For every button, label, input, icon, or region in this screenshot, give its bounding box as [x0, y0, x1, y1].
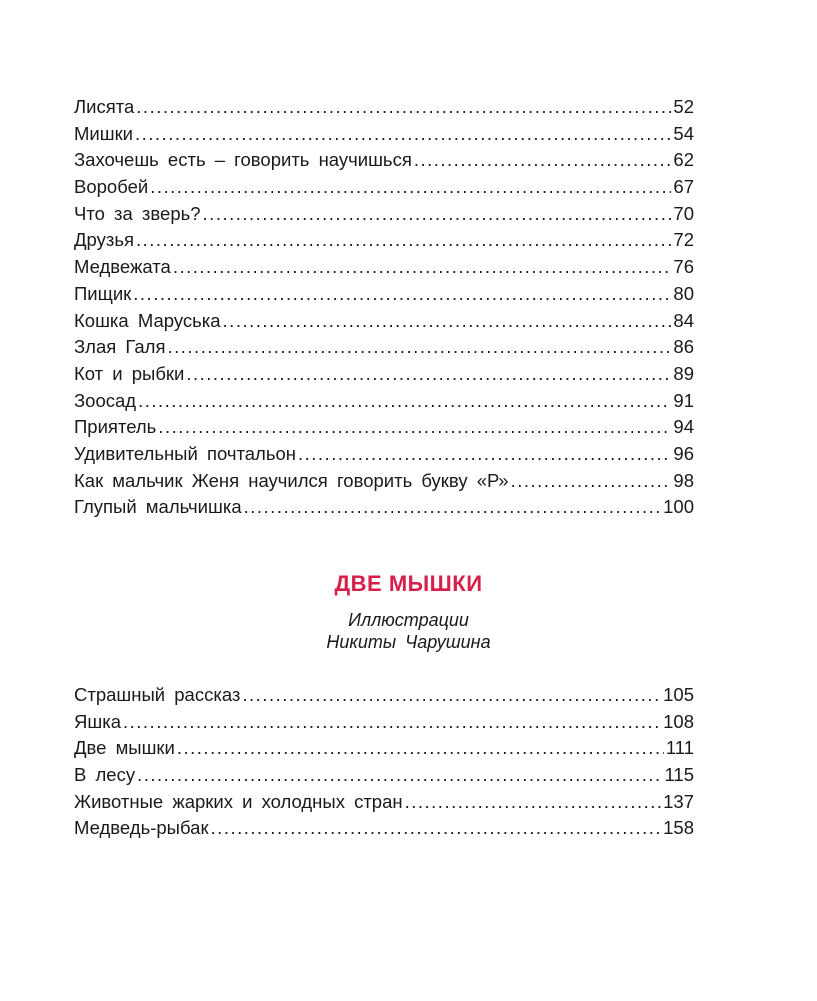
toc-list-part2 [74, 684, 694, 844]
toc-entry-title: Животные жарких и холодных стран [74, 790, 403, 812]
dot-leader [414, 149, 672, 171]
toc-entry [74, 470, 694, 497]
toc-entry [74, 256, 694, 283]
toc-entry [74, 176, 694, 203]
toc-entry [74, 203, 694, 230]
toc-entry-page: 137 [663, 790, 694, 812]
toc-entry-page: 96 [673, 442, 694, 464]
dot-leader [223, 310, 672, 332]
toc-entry [74, 817, 694, 844]
toc-entry-title: Медведь-рыбак [74, 817, 209, 839]
dot-leader [244, 496, 662, 518]
toc-entry-page: 62 [673, 149, 694, 171]
toc-entry-page: 70 [673, 202, 694, 224]
toc-entry-title: Злая Галя [74, 336, 166, 358]
toc-entry-page: 115 [664, 764, 694, 786]
toc-entry-page: 94 [673, 416, 694, 438]
dot-leader [158, 416, 671, 438]
dot-leader [168, 336, 672, 358]
credit-line-2: Никиты Чарушина [326, 632, 491, 652]
toc-entry-page: 67 [673, 176, 694, 198]
dot-leader [186, 363, 671, 385]
dot-leader [211, 817, 662, 839]
dot-leader [173, 256, 672, 278]
toc-entry-title: Что за зверь? [74, 202, 201, 224]
dot-leader [135, 123, 671, 145]
illustrator-credit [0, 609, 817, 653]
toc-entry-page: 100 [663, 496, 694, 518]
dot-leader [298, 443, 671, 465]
toc-entry-title: Медвежата [74, 256, 171, 278]
toc-entry [74, 336, 694, 363]
toc-entry-title: Зоосад [74, 389, 137, 411]
toc-entry [74, 149, 694, 176]
toc-entry [74, 310, 694, 337]
toc-entry-title: Две мышки [74, 737, 175, 759]
toc-entry-title: Захочешь есть – говорить научишься [74, 149, 412, 171]
toc-entry-page: 80 [673, 282, 694, 304]
toc-entry-page: 98 [673, 469, 694, 491]
toc-entry-page: 76 [673, 256, 694, 278]
toc-entry-page: 111 [665, 737, 694, 759]
toc-entry-page: 158 [663, 817, 694, 839]
toc-entry [74, 764, 694, 791]
toc-entry-title: Яшка [74, 710, 121, 732]
dot-leader [137, 764, 662, 786]
toc-entry [74, 283, 694, 310]
dot-leader [138, 390, 671, 412]
toc-entry [74, 229, 694, 256]
toc-entry-title: Мишки [74, 122, 134, 144]
toc-entry-title: Лисята [74, 96, 135, 117]
toc-entry [74, 96, 694, 123]
toc-entry-title: Страшный рассказ [74, 684, 241, 705]
toc-entry-page: 54 [673, 122, 694, 144]
dot-leader [511, 470, 672, 492]
toc-entry-page: 72 [673, 229, 694, 251]
toc-entry-title: Кошка Маруська [74, 309, 221, 331]
dot-leader [136, 229, 671, 251]
toc-entry-title: Как мальчик Женя научился говорить букву «Р» [74, 469, 509, 491]
dot-leader [123, 711, 661, 733]
dot-leader [203, 203, 672, 225]
toc-entry-page: 52 [673, 96, 694, 117]
dot-leader [177, 737, 664, 759]
toc-entry-title: Глупый мальчишка [74, 496, 242, 518]
dot-leader [242, 684, 661, 706]
toc-entry-title: В лесу [74, 764, 136, 786]
toc-entry [74, 684, 694, 711]
dot-leader [405, 791, 662, 813]
toc-entry-page: 86 [673, 336, 694, 358]
toc-entry [74, 711, 694, 738]
toc-entry [74, 390, 694, 417]
toc-entry-title: Приятель [74, 416, 157, 438]
toc-entry-title: Удивительный почтальон [74, 442, 296, 464]
credit-line-1: Иллюстрации [348, 610, 469, 630]
dot-leader [150, 176, 671, 198]
toc-entry-page: 91 [673, 389, 694, 411]
dot-leader [133, 283, 671, 305]
toc-list-part1 [74, 96, 694, 523]
toc-entry-page: 105 [663, 684, 694, 705]
toc-entry [74, 737, 694, 764]
dot-leader [136, 96, 671, 118]
toc-entry [74, 496, 694, 523]
toc-entry [74, 123, 694, 150]
toc-entry [74, 791, 694, 818]
section-heading: ДВЕ МЫШКИ [334, 571, 483, 596]
toc-entry-title: Пищик [74, 282, 132, 304]
toc-entry-title: Кот и рыбки [74, 362, 185, 384]
toc-entry-page: 84 [673, 309, 694, 331]
toc-entry-title: Друзья [74, 229, 134, 251]
toc-entry-page: 89 [673, 362, 694, 384]
toc-entry-title: Воробей [74, 176, 149, 198]
toc-entry [74, 443, 694, 470]
toc-entry-page: 108 [663, 710, 694, 732]
toc-entry [74, 416, 694, 443]
toc-entry [74, 363, 694, 390]
